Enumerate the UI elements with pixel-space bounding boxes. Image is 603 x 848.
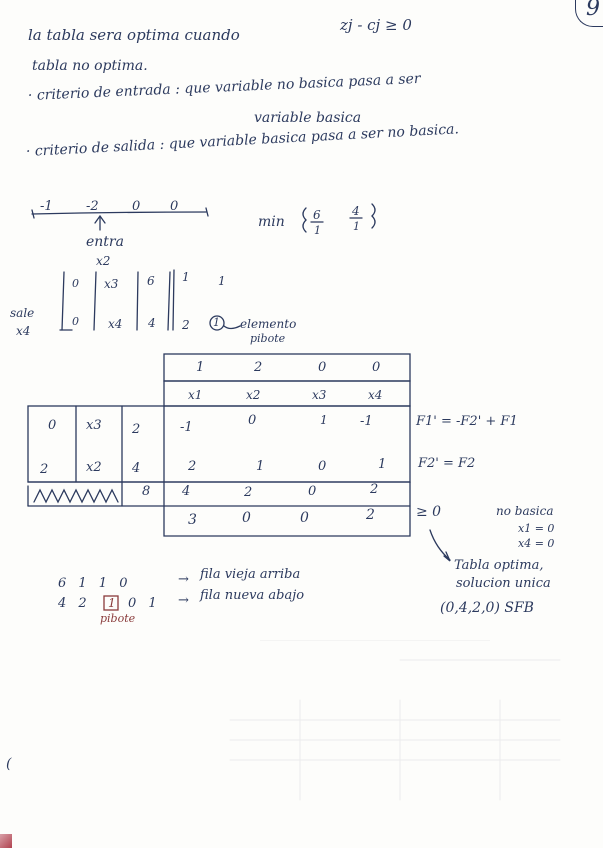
- pivot-circled-one: 1: [213, 316, 220, 329]
- row2-v1: 2: [188, 459, 197, 474]
- sale-variable: x4: [16, 324, 31, 338]
- ratio-bottom-v1: 2: [182, 318, 190, 332]
- header-x2: x2: [246, 388, 261, 402]
- zc-row-v2: 0: [242, 510, 251, 526]
- zc-row-v1: 3: [188, 512, 197, 528]
- non-optimal-note: tabla no optima.: [32, 58, 148, 74]
- ratio-top-basis: x3: [104, 277, 119, 291]
- old-row-values: 6 1 1 0: [58, 576, 128, 591]
- optimality-formula: zj - cj ≥ 0: [340, 16, 412, 34]
- optimality-check: ≥ 0: [416, 504, 442, 520]
- row2-v4: 1: [378, 457, 387, 472]
- min-num-1: 6: [313, 208, 321, 222]
- new-row-label: fila nueva abajo: [200, 588, 305, 603]
- row1-basis: x3: [86, 418, 102, 433]
- row1-v3: 1: [320, 413, 328, 427]
- page-number: 9: [575, 0, 603, 27]
- row-op-2: F2' = F2: [418, 456, 476, 471]
- row-value-3: 0: [132, 199, 141, 214]
- row2-v3: 0: [318, 459, 327, 474]
- ratio-bottom-basis: x4: [108, 317, 123, 331]
- min-num-2: 4: [352, 204, 360, 218]
- row2-cb: 2: [40, 462, 49, 477]
- sale-label: sale: [10, 306, 35, 320]
- entry-criterion-line1: · criterio de entrada : que variable no basica pasa a ser: [27, 70, 421, 104]
- new-row-values-post: 0 1: [128, 596, 157, 611]
- zc-row-v4: 2: [366, 507, 375, 523]
- ratio-top-v2: 1: [218, 274, 226, 288]
- z-row-v4: 2: [370, 482, 379, 497]
- entra-variable: x2: [96, 254, 111, 268]
- old-row-label: fila vieja arriba: [200, 567, 301, 582]
- row-value-2: -2: [86, 199, 99, 214]
- ratio-top-b: 6: [147, 274, 155, 288]
- z-row-b: 8: [142, 484, 151, 499]
- row-op-1: F1' = -F2' + F1: [416, 414, 518, 429]
- header-x3: x3: [312, 388, 327, 402]
- header-x1: x1: [188, 388, 203, 402]
- row-value-1: -1: [40, 199, 53, 214]
- pivot-note-label-2: pibote: [250, 332, 286, 345]
- ratio-top-v1: 1: [182, 270, 190, 284]
- cj-2: 2: [254, 360, 263, 375]
- solution: (0,4,2,0) SFB: [440, 600, 534, 616]
- header-x4: x4: [368, 388, 383, 402]
- ratio-top-cb: 0: [72, 277, 79, 290]
- margin-mark: (: [6, 756, 12, 772]
- z-row-v3: 0: [308, 484, 317, 499]
- ratio-bottom-b: 4: [148, 316, 156, 330]
- row2-basis: x2: [86, 460, 102, 475]
- entra-label: entra: [86, 234, 124, 250]
- row2-v2: 1: [256, 459, 265, 474]
- no-basica-title: no basica: [496, 504, 554, 518]
- no-basica-x4: x4 = 0: [518, 537, 555, 550]
- exit-criterion: · criterio de salida : que variable basica pasa a ser no basica.: [25, 121, 460, 160]
- min-den-2: 1: [353, 220, 360, 233]
- zc-row-v3: 0: [300, 510, 309, 526]
- conclusion-line1: Tabla optima,: [454, 558, 544, 573]
- old-row-arrow: →: [178, 572, 189, 587]
- row1-cb: 0: [48, 418, 57, 433]
- row2-b: 4: [132, 461, 141, 476]
- pivot-note-label: elemento: [240, 317, 297, 331]
- row1-v2: 0: [248, 413, 257, 428]
- ratio-bottom-cb: 0: [72, 315, 79, 328]
- cj-1: 1: [196, 360, 205, 375]
- row1-v4: -1: [360, 414, 373, 429]
- min-den-1: 1: [314, 224, 321, 237]
- z-row-v2: 2: [244, 485, 253, 500]
- conclusion-line2: solucion unica: [456, 576, 551, 591]
- optimality-note: la tabla sera optima cuando: [28, 26, 240, 44]
- no-basica-x1: x1 = 0: [518, 522, 555, 535]
- pibote-label: pibote: [100, 612, 136, 625]
- cj-3: 0: [318, 360, 327, 375]
- row1-v1: -1: [180, 420, 193, 435]
- row-value-4: 0: [170, 199, 179, 214]
- new-row-arrow: →: [178, 593, 189, 608]
- entry-criterion-line2: variable basica: [254, 110, 362, 126]
- min-label: min: [258, 214, 285, 230]
- new-row-values-pre: 4 2: [58, 596, 87, 611]
- z-row-v1: 4: [182, 484, 191, 499]
- row1-b: 2: [132, 422, 141, 437]
- cj-4: 0: [372, 360, 381, 375]
- new-row-pivot: 1: [108, 596, 116, 610]
